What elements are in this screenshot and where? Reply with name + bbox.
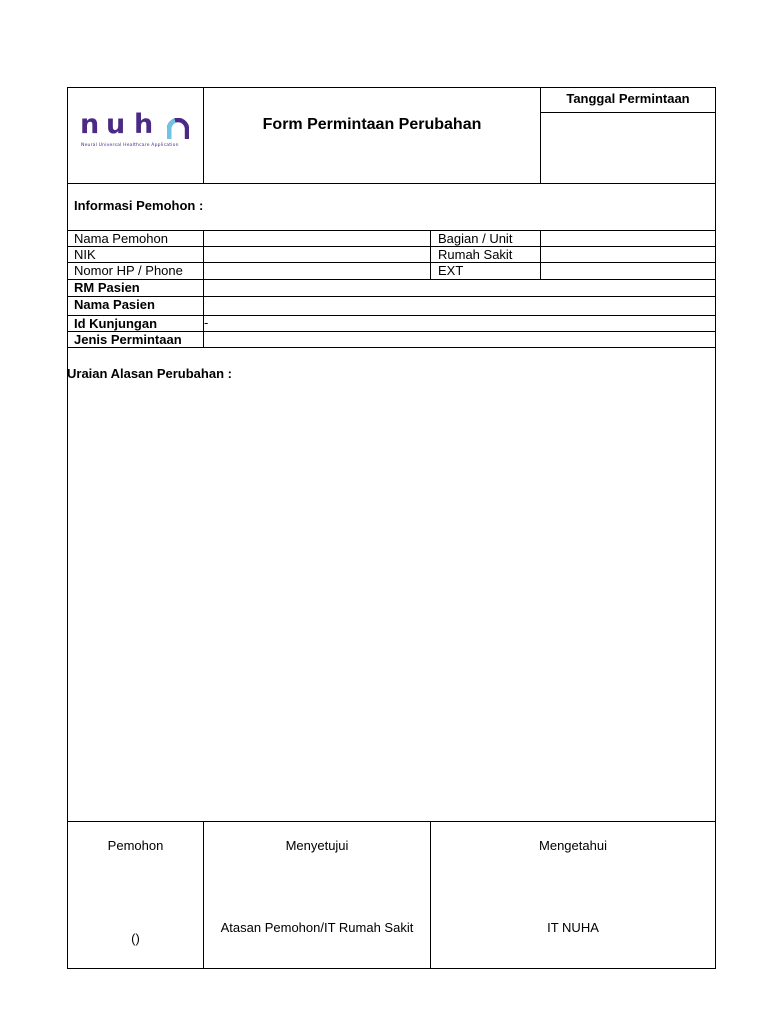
hospital-label: Rumah Sakit xyxy=(438,247,513,262)
request-type-label: Jenis Permintaan xyxy=(74,332,182,347)
unit-field[interactable] xyxy=(540,230,716,247)
nuha-logo xyxy=(80,109,192,153)
hospital-field[interactable] xyxy=(540,246,716,263)
nik-field[interactable] xyxy=(203,246,431,263)
visit-id-value: - xyxy=(204,315,209,330)
reason-label: Uraian Alasan Perubahan : xyxy=(67,366,232,381)
ext-field[interactable] xyxy=(540,262,716,280)
logo-letter-n: n xyxy=(80,109,109,140)
patient-name-label: Nama Pasien xyxy=(74,297,155,312)
logo-letter-u: u xyxy=(106,109,135,140)
acknowledger-signature-name: IT NUHA xyxy=(547,920,599,935)
phone-label: Nomor HP / Phone xyxy=(74,263,183,278)
name-label: Nama Pemohon xyxy=(74,231,168,246)
request-type-field[interactable] xyxy=(203,331,716,348)
logo-a-mark-icon xyxy=(167,118,189,140)
logo-tagline: Neural Universal Healthcare Application xyxy=(81,143,179,148)
visit-id-field[interactable] xyxy=(203,315,716,332)
acknowledger-signature-label: Mengetahui xyxy=(539,838,607,853)
applicant-signature-label: Pemohon xyxy=(107,838,164,853)
logo-letter-h: h xyxy=(134,109,163,140)
nik-label: NIK xyxy=(74,247,96,262)
applicant-signature-name: () xyxy=(131,931,140,946)
approver-signature-name: Atasan Pemohon/IT Rumah Sakit xyxy=(220,920,414,935)
date-label: Tanggal Permintaan xyxy=(566,91,690,106)
date-value[interactable] xyxy=(541,113,715,183)
page-title: Form Permintaan Perubahan xyxy=(262,116,482,133)
unit-label: Bagian / Unit xyxy=(438,231,513,246)
patient-name-field[interactable] xyxy=(203,296,716,316)
phone-field[interactable] xyxy=(203,262,431,280)
rm-label: RM Pasien xyxy=(74,280,140,295)
approver-signature-label: Menyetujui xyxy=(285,838,349,853)
applicant-section-label: Informasi Pemohon : xyxy=(74,198,204,213)
visit-id-label: Id Kunjungan xyxy=(74,316,158,331)
name-field[interactable] xyxy=(203,230,431,247)
rm-field[interactable] xyxy=(203,279,716,297)
reason-section[interactable] xyxy=(67,347,716,822)
ext-label: EXT xyxy=(438,263,464,278)
